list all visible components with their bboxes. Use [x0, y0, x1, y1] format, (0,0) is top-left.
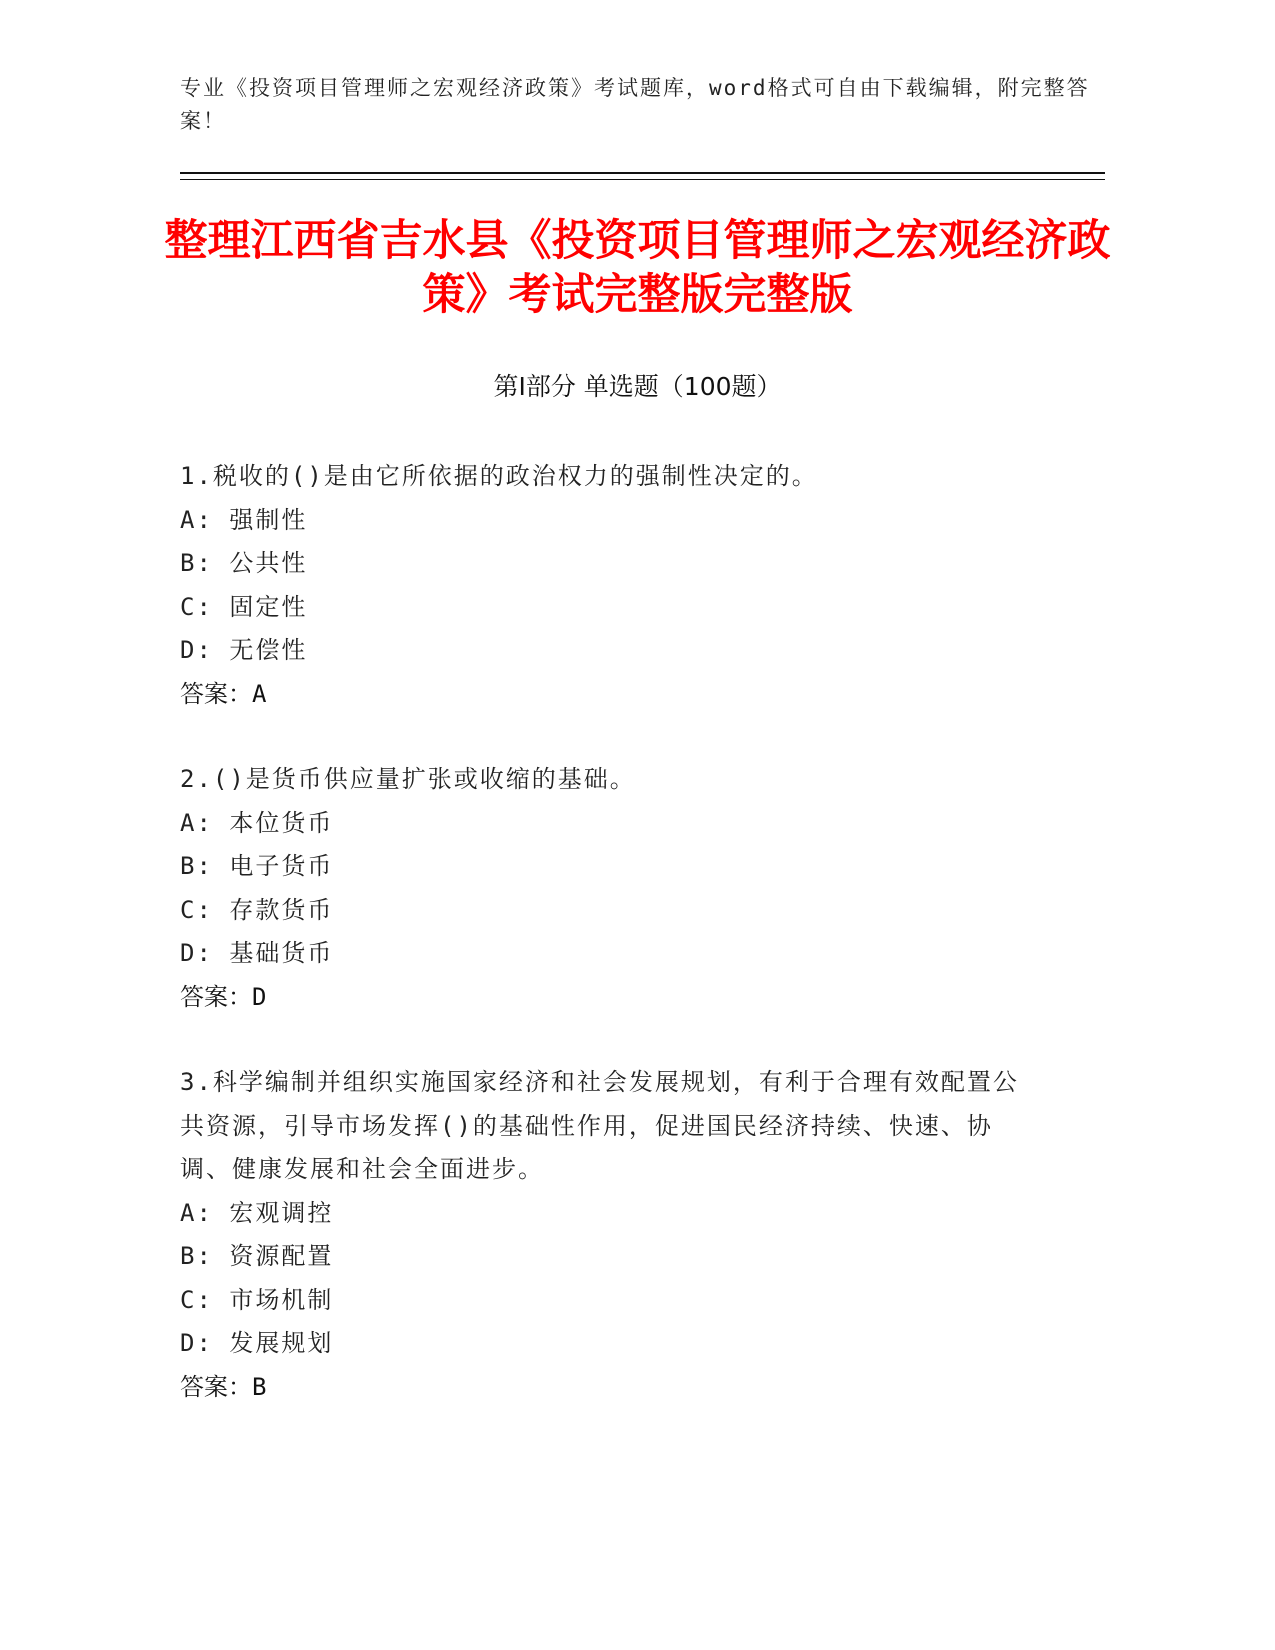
option-a: A: 本位货币 — [180, 808, 334, 837]
option-b: B: 电子货币 — [180, 852, 334, 880]
header-divider-thick — [180, 172, 1105, 174]
question-item — [180, 758, 1030, 1019]
option-d: D: 基础货币 — [180, 939, 334, 967]
document-title: 整理江西省吉水县《投资项目管理师之宏观经济政策》考试完整版完整版 — [164, 216, 1111, 320]
header-divider-thin — [180, 179, 1105, 180]
answer-line — [180, 1366, 1030, 1410]
option-d: D: 无偿性 — [180, 636, 308, 664]
answer-label: 答案： — [180, 679, 252, 708]
section-heading: 第Ⅰ部分 单选题（100题） — [493, 372, 782, 401]
option-d: D: 发展规划 — [180, 1329, 334, 1357]
answer-value: D — [252, 982, 267, 1011]
question-item — [180, 455, 1030, 716]
option-c: C: 存款货币 — [180, 895, 334, 924]
question-stem: 3.科学编制并组织实施国家经济和社会发展规划，有利于合理有效配置公共资源，引导市场发挥()的基础性作用，促进国民经济持续、快速、协调、健康发展和社会全面进步。 — [180, 1068, 1019, 1183]
answer-label: 答案： — [180, 982, 252, 1011]
option-c: C: 市场机制 — [180, 1285, 334, 1314]
answer-label: 答案： — [180, 1372, 252, 1401]
question-stem: 2.()是货币供应量扩张或收缩的基础。 — [180, 765, 636, 793]
question-stem: 1.税收的()是由它所依据的政治权力的强制性决定的。 — [180, 462, 818, 490]
answer-line — [180, 976, 1030, 1020]
option-c: C: 固定性 — [180, 592, 308, 621]
option-a: A: 宏观调控 — [180, 1198, 334, 1227]
question-item — [180, 1061, 1030, 1409]
header-note: 专业《投资项目管理师之宏观经济政策》考试题库，word格式可自由下载编辑，附完整答案！ — [180, 76, 1090, 133]
option-a: A: 强制性 — [180, 505, 308, 534]
answer-line — [180, 673, 1030, 717]
answer-value: A — [252, 679, 267, 708]
option-b: B: 公共性 — [180, 549, 308, 577]
answer-value: B — [252, 1372, 267, 1401]
option-b: B: 资源配置 — [180, 1242, 334, 1270]
question-list — [180, 455, 1030, 1451]
